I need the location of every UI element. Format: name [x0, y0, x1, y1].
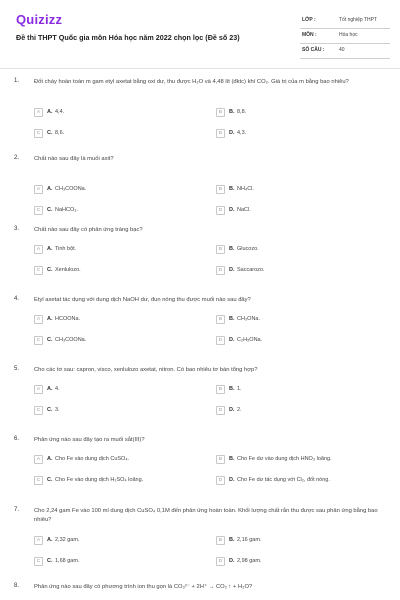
option-text: 3. [55, 407, 60, 413]
option-letter: C. [47, 337, 53, 343]
question-text: Phản ứng nào sau đây có phương trình ion thu gọn là CO₃²⁻ + 2H⁺ → CO₂ ↑ + H₂O? [34, 584, 253, 590]
option-letter: B. [229, 109, 235, 115]
option-badge: D [216, 129, 225, 138]
option-letter: D. [229, 477, 235, 483]
option-text: 1,68 gam. [55, 558, 80, 564]
meta-row-class [300, 14, 390, 29]
option-badge: C [34, 206, 43, 215]
option-letter: C. [47, 130, 53, 136]
option-letter: D. [229, 337, 235, 343]
option-letter: C. [47, 558, 53, 564]
question-text: Chất nào sau đây là muối axit? [34, 156, 114, 162]
question-number: 8. [14, 583, 20, 589]
option-text: 2,98 gam. [237, 558, 262, 564]
option-badge: C [34, 476, 43, 485]
option-text: Cho Fe vào dung dịch H₂SO₄ loãng. [55, 477, 144, 483]
option-text: Tinh bột. [55, 246, 77, 252]
option-badge: D [216, 406, 225, 415]
question-number: 5. [14, 366, 20, 372]
option-letter: D. [229, 207, 235, 213]
option-badge: B [216, 185, 225, 194]
option-badge: D [216, 557, 225, 566]
question-text: Đốt cháy hoàn toàn m gam etyl axetat bằng oxi dư, thu được H₂O và 4,48 lít (đktc) khí CO₂. Giá trị của m bằng bao nhiêu? [34, 79, 349, 85]
option-text: CH₃COONa. [55, 186, 87, 192]
option-badge: A [34, 455, 43, 464]
meta-label: SỐ CÂU : [302, 47, 325, 53]
option-badge: A [34, 185, 43, 194]
option-letter: A. [47, 109, 53, 115]
meta-label: LỚP : [302, 17, 316, 23]
option-text: 4,4. [55, 109, 65, 115]
option-badge: C [34, 129, 43, 138]
meta-label: MÔN : [302, 32, 317, 38]
option-text: 2. [237, 407, 242, 413]
option-letter: B. [229, 456, 235, 462]
question-number: 6. [14, 436, 20, 442]
option-badge: B [216, 455, 225, 464]
option-badge: B [216, 315, 225, 324]
question-number: 4. [14, 296, 20, 302]
option-letter: A. [47, 456, 53, 462]
option-letter: B. [229, 386, 235, 392]
option-letter: A. [47, 246, 53, 252]
option-text: Cho Fe vào dung dịch CuSO₄. [55, 456, 130, 462]
meta-row-subject [300, 29, 390, 44]
question-number: 3. [14, 226, 20, 232]
option-text: Glucozo. [237, 246, 259, 252]
option-text: 4. [55, 386, 60, 392]
option-letter: C. [47, 267, 53, 273]
question-number: 7. [14, 507, 20, 513]
option-text: C₂H₅ONa. [237, 337, 263, 343]
option-text: NH₄Cl. [237, 186, 254, 192]
option-letter: B. [229, 316, 235, 322]
option-letter: C. [47, 407, 53, 413]
option-badge: A [34, 315, 43, 324]
option-badge: A [34, 536, 43, 545]
option-text: NaCl. [237, 207, 251, 213]
question-number: 1. [14, 78, 20, 84]
meta-value: 40 [339, 47, 345, 53]
option-text: Saccarozo. [237, 267, 265, 273]
option-letter: B. [229, 246, 235, 252]
meta-row-question-count [300, 44, 390, 59]
question-text: Etyl axetat tác dụng với dung dịch NaOH dư, đun nóng thu được muối nào sau đây? [34, 297, 251, 303]
option-badge: C [34, 406, 43, 415]
option-letter: D. [229, 130, 235, 136]
option-letter: C. [47, 207, 53, 213]
option-text: CH₃COONa. [55, 337, 87, 343]
option-text: Cho Fe dư vào dung dịch HNO₃ loãng. [237, 456, 332, 462]
option-badge: C [34, 266, 43, 275]
option-letter: C. [47, 477, 53, 483]
meta-info-table [300, 14, 390, 59]
option-text: 4,3. [237, 130, 247, 136]
option-badge: B [216, 385, 225, 394]
meta-value: Hóa học [339, 32, 358, 38]
option-badge: D [216, 476, 225, 485]
option-badge: D [216, 266, 225, 275]
question-text: Phản ứng nào sau đây tạo ra muối sắt(III)? [34, 437, 145, 443]
option-badge: D [216, 206, 225, 215]
document-title: Đề thi THPT Quốc gia môn Hóa học năm 2022 chọn lọc (Đề số 23) [16, 33, 240, 42]
question-text: Cho 2,24 gam Fe vào 100 ml dung dịch CuSO₄ 0,1M đến phản ứng hoàn toàn. Khối lượng chất rắn thu được sau phản ứng bằng bao nhiêu? [34, 508, 378, 523]
option-letter: A. [47, 386, 53, 392]
option-badge: B [216, 536, 225, 545]
option-badge: C [34, 557, 43, 566]
option-badge: B [216, 245, 225, 254]
option-badge: D [216, 336, 225, 345]
option-text: 2,32 gam. [55, 537, 80, 543]
meta-value: Tốt nghiệp THPT [339, 17, 377, 23]
option-text: HCOONa. [55, 316, 81, 322]
question-text: Chất nào sau đây có phản ứng tráng bạc? [34, 227, 143, 233]
page-header [0, 0, 400, 66]
question-number: 2. [14, 155, 20, 161]
option-letter: D. [229, 558, 235, 564]
option-text: 1. [237, 386, 242, 392]
header-divider [0, 68, 400, 69]
option-letter: B. [229, 537, 235, 543]
option-badge: A [34, 385, 43, 394]
option-letter: A. [47, 537, 53, 543]
option-badge: A [34, 245, 43, 254]
option-text: Cho Fe dư tác dụng với Cl₂, đốt nóng. [237, 477, 330, 483]
option-text: Xenlulozo. [55, 267, 81, 273]
option-letter: D. [229, 407, 235, 413]
option-text: 8,8. [237, 109, 247, 115]
option-letter: A. [47, 316, 53, 322]
option-badge: C [34, 336, 43, 345]
option-letter: A. [47, 186, 53, 192]
option-text: NaHCO₃. [55, 207, 79, 213]
option-letter: D. [229, 267, 235, 273]
option-text: 2,16 gam. [237, 537, 262, 543]
option-text: CH₃ONa. [237, 316, 261, 322]
option-letter: B. [229, 186, 235, 192]
quizizz-logo: Quizizz [16, 12, 63, 27]
option-badge: A [34, 108, 43, 117]
question-text: Cho các tơ sau: capron, visco, xenlulozo axetat, nitron. Có bao nhiêu tơ bán tổng hợp? [34, 367, 258, 373]
option-text: 8,6. [55, 130, 65, 136]
option-badge: B [216, 108, 225, 117]
